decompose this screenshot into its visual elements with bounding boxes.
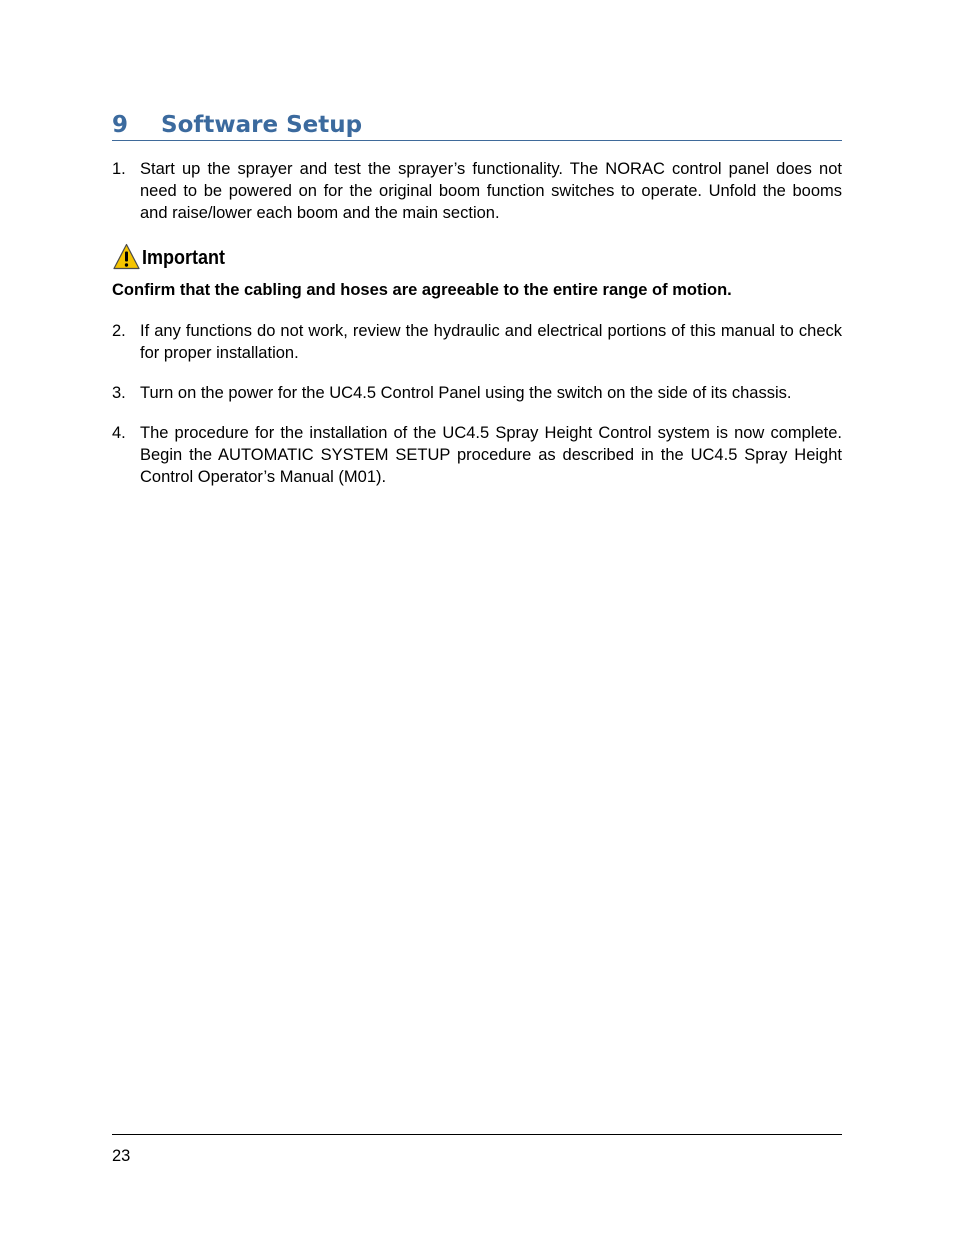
step-1 xyxy=(112,158,842,224)
step-marker: 2. xyxy=(112,322,126,340)
step-marker: 4. xyxy=(112,424,126,442)
section-title: Software Setup xyxy=(161,112,363,138)
important-callout xyxy=(112,243,842,273)
step-text: The procedure for the installation of the UC4.5 Spray Height Control system is now complete. Begin the AUTOMATIC SYSTEM SETUP procedure as described in the UC4.5 Spray Height Control Operator’s Manual (M01). xyxy=(140,424,842,486)
step-3 xyxy=(112,382,842,404)
step-text: If any functions do not work, review the hydraulic and electrical portions of this manual to check for proper installation. xyxy=(140,322,842,362)
step-marker: 1. xyxy=(112,160,126,178)
step-4 xyxy=(112,422,842,488)
page-number: 23 xyxy=(112,1147,131,1165)
step-text: Start up the sprayer and test the sprayer’s functionality. The NORAC control panel does not need to be powered on for the original boom function switches to operate. Unfold the booms and raise/lower each boom and the main section. xyxy=(140,160,842,222)
warning-triangle-icon xyxy=(113,243,140,270)
footer-divider xyxy=(112,1134,842,1135)
step-2 xyxy=(112,320,842,364)
important-label: Important xyxy=(142,247,225,269)
important-text: Confirm that the cabling and hoses are agreeable to the entire range of motion. xyxy=(112,281,732,299)
document-page xyxy=(112,0,842,1235)
step-marker: 3. xyxy=(112,384,126,402)
section-number: 9 xyxy=(112,112,129,138)
section-heading xyxy=(112,110,842,141)
step-text: Turn on the power for the UC4.5 Control Panel using the switch on the side of its chassis. xyxy=(140,384,792,402)
